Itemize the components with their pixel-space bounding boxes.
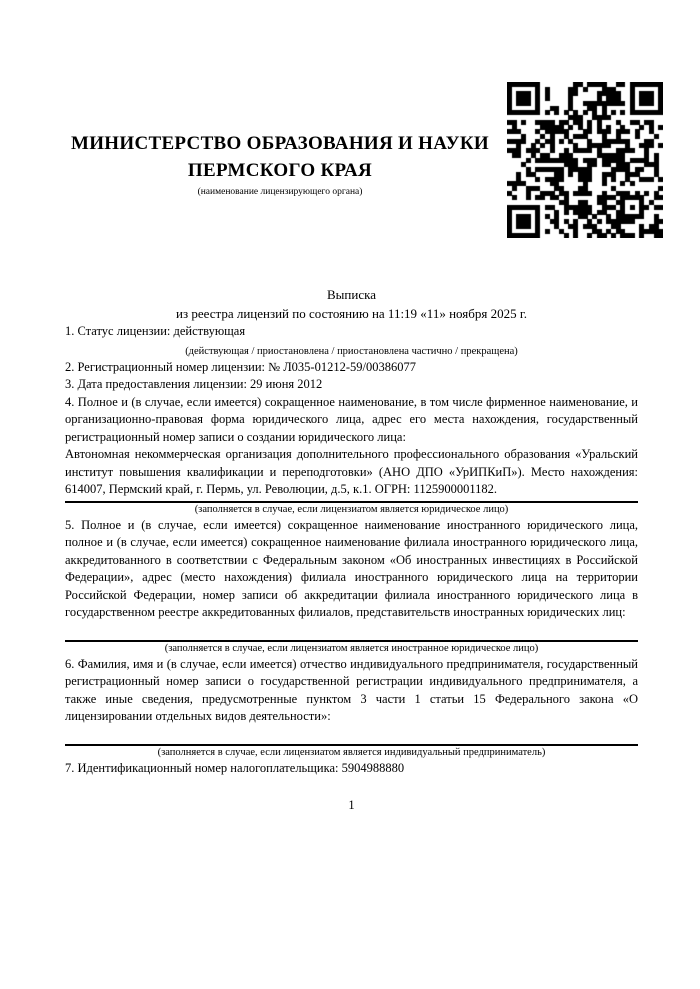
- title-line2: из реестра лицензий по состоянию на 11:19 «11» ноября 2025 г.: [176, 306, 527, 321]
- item-individual-entrepreneur-label: 6. Фамилия, имя и (в случае, если имеется) отчество индивидуального предпринимателя, государственный регистрационный номер записи о государственной регистрации индивидуального предпринимателя, а также иные сведения, предусмотренные пунктом 3 части 1 статьи 15 Федерального закона «О лицензировании отдельных видов деятельности»:: [65, 656, 638, 723]
- caption-legal-entity: (заполняется в случае, если лицензиатом является юридическое лицо): [194, 503, 509, 515]
- ministry-name-line2: ПЕРМСКОГО КРАЯ: [187, 160, 373, 181]
- document-title: [65, 285, 638, 323]
- caption-foreign-entity: (заполняется в случае, если лицензиатом является иностранное юридическое лицо): [164, 642, 539, 654]
- ministry-name-line1: МИНИСТЕРСТВО ОБРАЗОВАНИЯ И НАУКИ: [70, 133, 490, 154]
- item-grant-date: 3. Дата предоставления лицензии: 29 июня 2012: [65, 377, 323, 391]
- item-registration-number: 2. Регистрационный номер лицензии: № Л035-01212-59/00386077: [65, 359, 416, 374]
- licensing-authority-block: [65, 0, 495, 199]
- page-number: 1: [348, 798, 355, 812]
- ministry-caption: (наименование лицензирующего органа): [197, 187, 363, 197]
- item-foreign-entity-label: 5. Полное и (в случае, если имеется) сокращенное наименование иностранного юридического лица, полное и (в случае, если имеется) сокращенное наименование филиала иностранного юридического лица, аккредитованного в соответствии с Федеральным законом «Об иностранных инвестициях в Российской Федерации», адрес (место нахождения) филиала иностранного юридического лица на территории Российской Федерации, номер записи об аккредитации филиала иностранного юридического лица в государственном реестре аккредитованных филиалов, представительств иностранных юридических лиц:: [65, 517, 638, 619]
- item-taxpayer-number: 7. Идентификационный номер налогоплательщика: 5904988880: [65, 760, 405, 775]
- item-license-status-note: (действующая / приостановлена / приостановлена частично / прекращена): [185, 345, 518, 357]
- item-legal-entity-label: 4. Полное и (в случае, если имеется) сокращенное наименование, в том числе фирменное наименование, и организационно-правовая форма юридического лица, адрес его места нахождения, государственный регистрационный номер записи о создании юридического лица:: [65, 394, 638, 444]
- item-legal-entity-value: Автономная некоммерческая организация дополнительного профессионального образования «Уральский институт повышения квалификации и переподготовки» (АНО ДПО «УрИПКиП»). Место нахождения: 614007, Пермский край, г. Пермь, ул. Революции, д.5, к.1. ОГРН: 1125900001182.: [65, 447, 638, 496]
- item-license-status: 1. Статус лицензии: действующая: [65, 324, 246, 338]
- qr-code-icon: [507, 82, 663, 238]
- title-line1: Выписка: [327, 287, 376, 302]
- caption-individual-entrepreneur: (заполняется в случае, если лицензиатом является индивидуальный предприниматель): [157, 746, 546, 758]
